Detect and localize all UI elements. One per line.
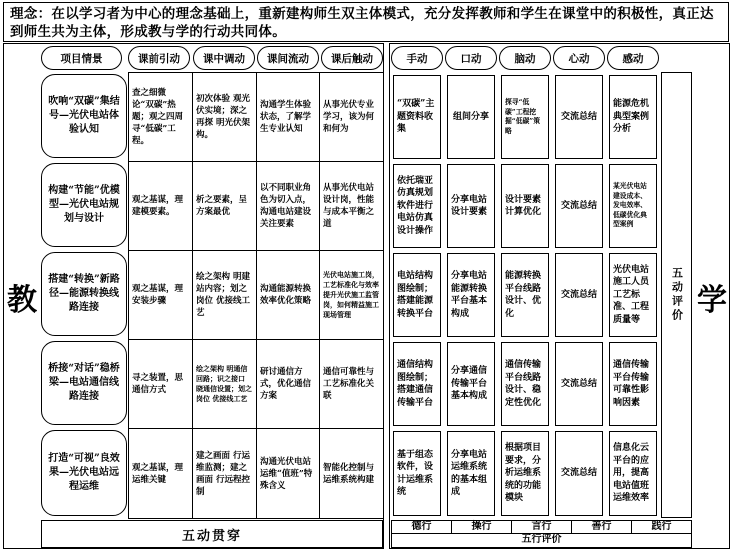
- learn-5-hands: 基于组态软件，设计运维系统: [393, 431, 441, 516]
- topic-4: 桥接“对话”稳桥梁—电站通信线路连接: [41, 341, 127, 425]
- conduct-kindness: 善行: [572, 521, 632, 533]
- learn-5-mouth: 分享电站运维系统的基本组成: [447, 431, 495, 516]
- topic-5: 打造“可视”良效果—光伏电站远程运维: [41, 430, 127, 516]
- cell-2-post: 从事光伏电站设计岗，性能与成本平衡之道: [320, 162, 384, 251]
- teach-label: 教: [7, 283, 37, 318]
- header-post-class: 课后触动: [321, 46, 383, 70]
- header-heart: 心动: [553, 46, 605, 70]
- learn-4-hands: 通信结构图绘制；搭建通信传输平台: [393, 342, 441, 426]
- cell-5-in: 建之画面 行运维监测；建之画面 行远程控制: [193, 429, 257, 519]
- conduct-morality: 德行: [392, 521, 452, 533]
- five-motion-evaluation: 五动评价: [661, 72, 692, 518]
- header-hands: 手动: [391, 46, 443, 70]
- cell-2-pre: 观之基谋，理建模要素。: [129, 162, 193, 251]
- cell-3-post: 光伏电站施工岗，工艺标准化与效率提升光伏施工监管岗，如何精益施工现场管理: [320, 251, 384, 340]
- learn-4-mouth: 分享通信传输平台基本构成: [447, 342, 495, 426]
- topic-2: 构建“节能”优模型—光伏电站规划与设计: [41, 163, 127, 247]
- header-feel: 感动: [607, 46, 659, 70]
- five-conduct-evaluation: 五行评价: [391, 534, 692, 548]
- header-break: 课间流动: [257, 46, 319, 70]
- learn-5-feel: 信息化云平台的应用，提高电站值班运维效率: [609, 431, 657, 516]
- learn-1-brain: 探寻“低碳”工程挖掘“低碳”策略: [501, 75, 549, 159]
- cell-3-in: 绘之架构 明建站内容；划之岗位 优接线工艺: [193, 251, 257, 340]
- cell-5-post: 智能化控制与运维系统构建: [320, 429, 384, 519]
- learn-3-mouth: 分享电站能源转换平台基本构成: [447, 253, 495, 337]
- cell-5-pre: 观之基谋，理运维关键: [129, 429, 193, 519]
- learn-5-brain: 根据项目要求，分析运维系统的功能模块: [501, 431, 549, 516]
- topic-3: 搭建“转换”新路径—能源转换线路连接: [41, 252, 127, 336]
- cell-3-break: 沟通能源转换效率优化策略: [257, 251, 320, 340]
- learn-1-feel: 能源危机典型案例分析: [609, 75, 657, 159]
- cell-3-pre: 观之基谋，理安装步骤: [129, 251, 193, 340]
- learn-4-heart: 交流总结: [555, 342, 603, 426]
- five-conduct-row: [391, 520, 692, 534]
- learn-3-hands: 电站结构图绘制；搭建能源转换平台: [393, 253, 441, 337]
- learn-3-heart: 交流总结: [555, 253, 603, 337]
- learn-label: 学: [697, 283, 727, 318]
- cell-4-in: 绘之架构 明通信回路；识之接口 晓通信设置；划之岗位 优接线工艺: [193, 340, 257, 429]
- learn-1-mouth: 组间分享: [447, 75, 495, 159]
- cell-2-in: 析之要素，呈方案最优: [193, 162, 257, 251]
- learn-2-heart: 交流总结: [555, 164, 603, 248]
- conduct-behavior: 操行: [452, 521, 512, 533]
- conduct-practice: 践行: [651, 521, 672, 532]
- conduct-speech: 言行: [512, 521, 572, 533]
- header-in-class: 课中调动: [193, 46, 255, 70]
- cell-1-pre: 查之细微 论“双碳”热题；观之四周 寻“低碳”工程。: [129, 73, 193, 162]
- header-project-scenario: 项目情景: [41, 46, 122, 70]
- learn-4-feel: 通信传输平台传输可靠性影响因素: [609, 342, 657, 426]
- cell-4-pre: 寻之装置，思通信方式: [129, 340, 193, 429]
- learn-2-hands: 依托瑞亚仿真规划软件进行电站仿真设计操作: [393, 164, 441, 248]
- five-motion-through: 五动贯穿: [41, 520, 383, 548]
- learn-3-brain: 能源转换平台线路设计、优化: [501, 253, 549, 337]
- cell-1-break: 沟通学生体验状态，了解学生专业认知: [257, 73, 320, 162]
- header-brain: 脑动: [499, 46, 551, 70]
- cell-1-post: 从事光伏专业学习，该为何和何为: [320, 73, 384, 162]
- cell-5-break: 沟通光伏电站运维“值班”特殊含义: [257, 429, 320, 519]
- learn-5-heart: 交流总结: [555, 431, 603, 516]
- header-pre-class: 课前引动: [128, 46, 190, 70]
- cell-1-in: 初次体验 观光伏实境；深之再探 明光伏架构。: [193, 73, 257, 162]
- learn-1-heart: 交流总结: [555, 75, 603, 159]
- learn-3-feel: 光伏电站施工人员工艺标准、工程质量等: [609, 253, 657, 337]
- concept-title: 理念：在以学习者为中心的理念基础上，重新建构师生双主体模式，充分发挥教师和学生在课堂中的积极性，真正达到师生共为主体，形成教与学的行动共同体。: [3, 2, 729, 42]
- learn-1-hands: “双碳”主题资料收集: [393, 75, 441, 159]
- cell-4-post: 通信可靠性与工艺标准化关联: [320, 340, 384, 429]
- learn-2-brain: 设计要素计算优化: [501, 164, 549, 248]
- topic-1: 吹响“双碳”集结号—光伏电站体验认知: [41, 74, 127, 158]
- teaching-activity-grid: [128, 72, 384, 519]
- cell-4-break: 研讨通信方式，优化通信方案: [257, 340, 320, 429]
- learn-2-mouth: 分享电站设计要素: [447, 164, 495, 248]
- header-mouth: 口动: [445, 46, 497, 70]
- learn-4-brain: 通信传输平台线路设计、稳定性优化: [501, 342, 549, 426]
- learn-2-feel: 某光伏电站建设成本、发电效率、低碳优化典型案例: [609, 164, 657, 248]
- cell-2-break: 以不同职业角色为切入点，沟通电站建设关注要素: [257, 162, 320, 251]
